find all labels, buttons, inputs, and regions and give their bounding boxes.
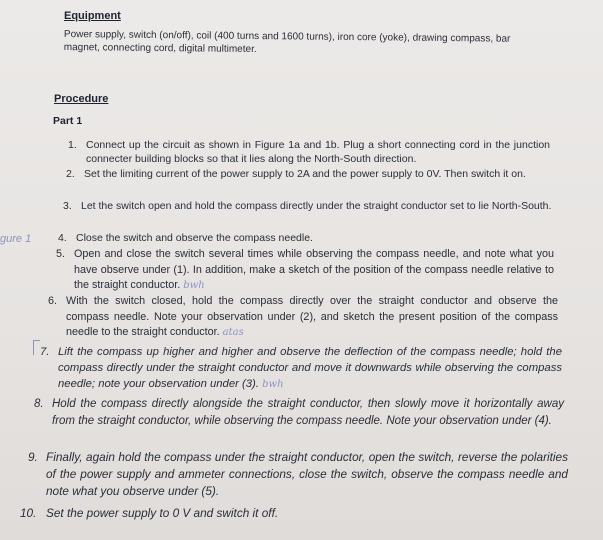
- step-number: 10.: [20, 506, 37, 520]
- step-text: Let the switch open and hold the compass directly under the straight conductor set to lie North-South.: [81, 200, 552, 212]
- step-number: 3.: [63, 200, 72, 212]
- procedure-step-7: [40, 344, 562, 393]
- step-text: Close the switch and observe the compass needle.: [76, 232, 313, 244]
- step-text: Set the power supply to 0 V and switch it off.: [46, 506, 279, 520]
- margin-handwritten-note: gure 1: [0, 233, 32, 245]
- step-text: Connect up the circuit as shown in Figure 1a and 1b. Plug a short connecting cord in the junction connecter building blocks so that it lies along the North-South direction.: [86, 139, 550, 165]
- handwritten-note: bwh: [183, 280, 205, 291]
- equipment-heading: Equipment: [64, 10, 121, 22]
- part-label: Part 1: [53, 115, 83, 127]
- step-text: Hold the compass directly alongside the straight conductor, then slowly move it horizontally away from the straight conductor, while observing the compass needle. Note your observation under (4).: [52, 398, 564, 427]
- step-text: Finally, again hold the compass under the straight conductor, open the switch, reverse the polarities of the power supply and ammeter connections, close the switch, observe the compass needle and note what you observe under (5).: [46, 450, 568, 498]
- handwritten-note: atas: [222, 327, 244, 338]
- step-number: 8.: [34, 398, 44, 410]
- step-number: 1.: [68, 139, 77, 151]
- procedure-step-9: [28, 449, 568, 500]
- procedure-step-8: [34, 396, 564, 429]
- equipment-list: Power supply, switch (on/off), coil (400 turns and 1600 turns), iron core (yoke), drawing compass, bar magnet, connecting cord, digital multimeter.: [63, 28, 511, 56]
- step-number: 6.: [48, 295, 58, 307]
- step-text: Set the limiting current of the power supply to 2A and the power supply to 0V. Then switch it on.: [84, 168, 526, 180]
- procedure-heading: Procedure: [54, 93, 109, 105]
- procedure-step-3: [63, 200, 553, 214]
- procedure-step-6: [48, 294, 558, 341]
- procedure-step-5: [56, 247, 554, 294]
- step-number: 4.: [58, 232, 67, 244]
- procedure-step-10: [20, 505, 568, 522]
- step-number: 7.: [40, 346, 50, 358]
- procedure-step-4: [58, 232, 554, 246]
- step-text: Lift the compass up higher and higher and observe the deflection of the compass needle; hold the compass directly under the straight conductor and move it downwards while observing the compass needle; note your observation under (3).: [58, 346, 562, 390]
- step-text: Open and close the switch several times while observing the compass needle, and note what you have observe under (1). In addition, make a sketch of the position of the compass needle relative to the straight conductor.: [74, 248, 554, 291]
- step-number: 2.: [66, 168, 75, 180]
- procedure-step-2: [66, 168, 552, 182]
- step-number: 5.: [56, 248, 66, 260]
- step-text: With the switch closed, hold the compass directly over the straight conductor and observe the compass needle. Note your observation under (2), and sketch the present position of the compass needle to the straight conductor.: [66, 295, 558, 338]
- procedure-step-1: [68, 139, 550, 166]
- handwritten-note: bwh: [262, 379, 284, 390]
- margin-bracket: [33, 340, 40, 355]
- step-number: 9.: [28, 450, 38, 464]
